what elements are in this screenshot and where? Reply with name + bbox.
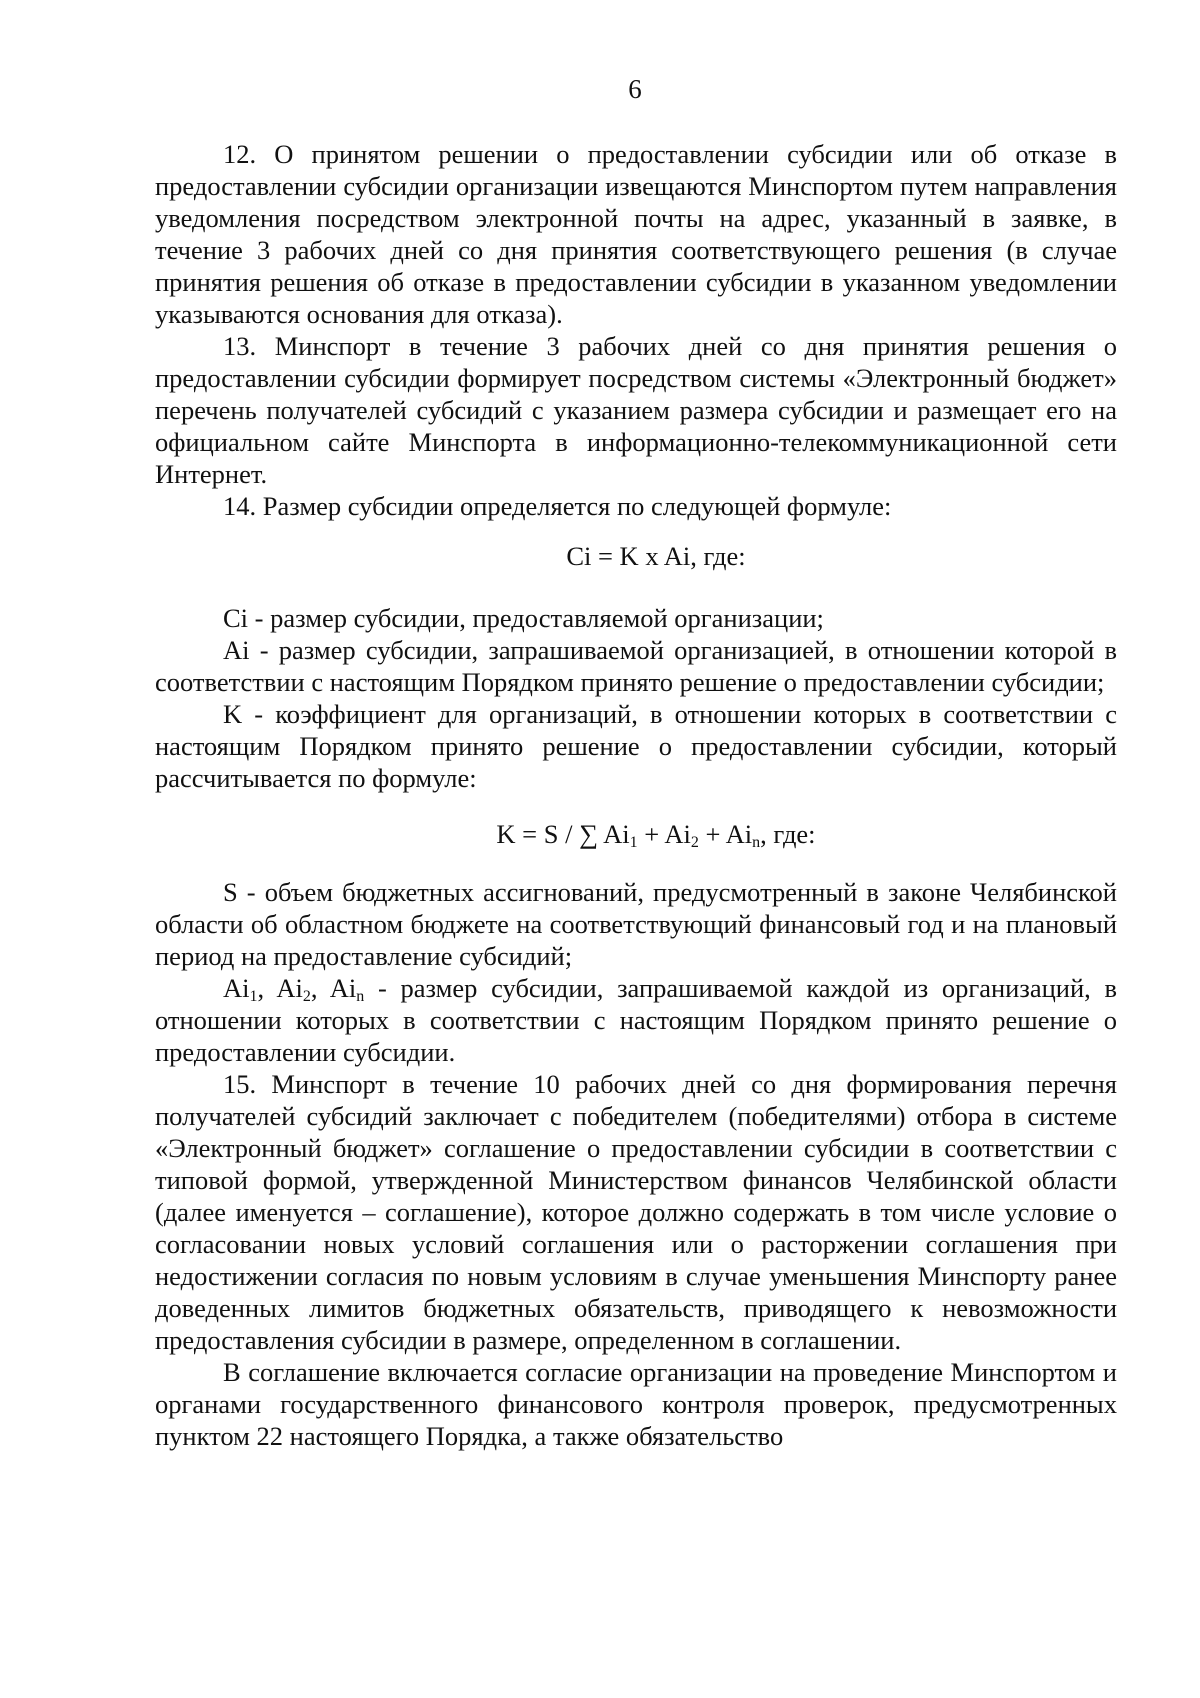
ai-list-sub-1: 1	[249, 988, 258, 1005]
paragraph-14: 14. Размер субсидии определяется по следующей формуле:	[223, 491, 892, 521]
definition-k: K - коэффициент для организаций, в отношении которых в соответствии с настоящим Порядком принято решение о предоставлении субсидии, который рассчитывается по формуле:	[155, 699, 1117, 793]
definition-ai-list	[155, 972, 1117, 1068]
paragraph-12: 12. О принятом решении о предоставлении субсидии или об отказе в предоставлении субсидии организации извещаются Минспортом путем направления уведомления посредством электронной почты на адрес, указанный в заявке, в течение 3 рабочих дней со дня принятия соответствующего решения (в случае принятия решения об отказе в предоставлении субсидии в указанном уведомлении указываются основания для отказа).	[155, 139, 1117, 329]
document-body	[155, 138, 1117, 1452]
formula-coefficient-sub-n: n	[752, 834, 761, 851]
paragraph-13: 13. Минспорт в течение 3 рабочих дней со дня принятия решения о предоставлении субсидии формирует посредством системы «Электронный бюджет» перечень получателей субсидий с указанием размера субсидии и размещает его на официальном сайте Минспорта в информационно-телекоммуникационной сети Интернет.	[155, 331, 1117, 489]
formula-coefficient-sub-1: 1	[629, 834, 638, 851]
ai-list-a1: Ai	[223, 973, 250, 1003]
ai-list-a3: , Ai	[310, 973, 357, 1003]
formula-coefficient-sub-2: 2	[690, 834, 699, 851]
formula-coefficient-lead: K = S / ∑ Ai	[496, 819, 630, 849]
ai-list-sub-n: n	[356, 988, 365, 1005]
formula-coefficient-plus-2: + Ai	[698, 819, 753, 849]
formula-coefficient-plus-1: + Ai	[637, 819, 691, 849]
paragraph-15: 15. Минспорт в течение 10 рабочих дней со дня формирования перечня получателей субсидий заключает с победителем (победителями) отбора в системе «Электронный бюджет» соглашение о предоставлении субсидии в соответствии с типовой формой, утвержденной Министерством финансов Челябинской области (далее именуется – соглашение), которое должно содержать в том числе условие о согласовании новых условий соглашения или о расторжении соглашения при недостижении согласия по новым условиям в случае уменьшения Минспорту ранее доведенных лимитов бюджетных обязательств, приводящего к невозможности предоставления субсидии в размере, определенном в соглашении.	[155, 1069, 1117, 1355]
definition-s: S - объем бюджетных ассигнований, предусмотренный в законе Челябинской области об областном бюджете на соответствующий финансовый год и на плановый период на предоставление субсидий;	[155, 877, 1117, 971]
formula-subsidy-size: Ci = K x Ai, где:	[566, 541, 746, 571]
definition-ci: Ci - размер субсидии, предоставляемой организации;	[223, 603, 824, 633]
definition-ai: Ai - размер субсидии, запрашиваемой организацией, в отношении которой в соответствии с настоящим Порядком принято решение о предоставлении субсидии;	[155, 635, 1117, 697]
ai-list-sub-2: 2	[302, 988, 311, 1005]
formula-coefficient-tail: , где:	[760, 819, 816, 849]
ai-list-rest: - размер субсидии, запрашиваемой каждой из организаций, в отношении которых в соответствии с настоящим Порядком принято решение о предоставлении субсидии.	[155, 973, 1117, 1067]
ai-list-a2: , Ai	[257, 973, 303, 1003]
page-number: 6	[628, 74, 642, 104]
formula-coefficient	[155, 818, 1117, 850]
paragraph-15-agreement: В соглашение включается согласие организации на проведение Минспортом и органами государственного финансового контроля проверок, предусмотренных пунктом 22 настоящего Порядка, а также обязательство	[155, 1357, 1117, 1451]
